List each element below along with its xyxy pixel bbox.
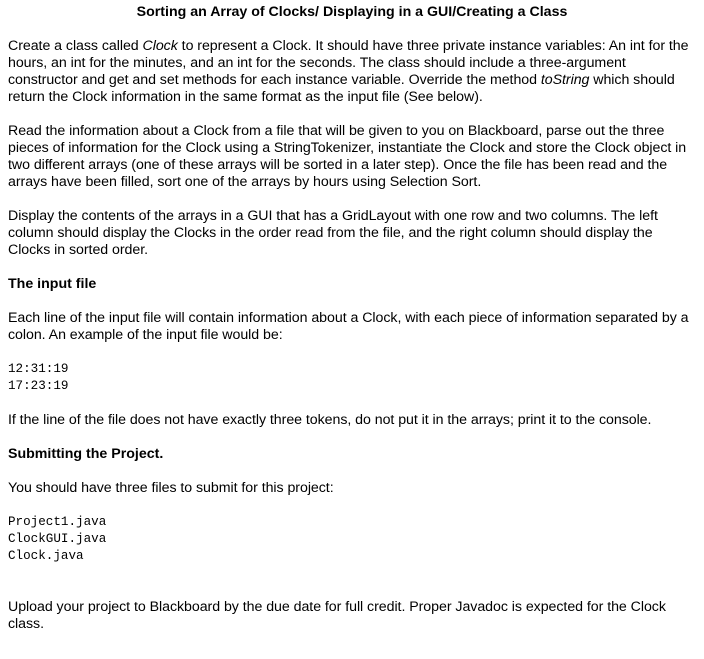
- file-list-block: [8, 514, 696, 565]
- paragraph-read-file: Read the information about a Clock from a file that will be given to you on Blackboard, parse out the three pieces of information for the Clock using a StringTokenizer, instantiate the Clock and store the Clock object in two different arrays (one of these arrays will be sorted in a later step). Once the file has been read and the arrays have been filled, sort one of the arrays by hours using Selection Sort.: [8, 123, 687, 190]
- clock-class-text-start: Create a class called: [8, 38, 143, 54]
- example-input-line: 12:31:19: [8, 362, 69, 376]
- input-file-heading: The input file: [8, 276, 97, 292]
- clock-class-text-middle: to represent a Clock. It should have three private instance variables: An int for the hours, an int for the minutes, and an int for the seconds. The class should include a three-argument constructor and get and set methods for each instance variable. Override the method: [8, 38, 689, 88]
- paragraph-input-format: Each line of the input file will contain information about a Clock, with each piece of information separated by a colon. An example of the input file would be:: [8, 310, 689, 343]
- document-title: Sorting an Array of Clocks/ Displaying in a GUI/Creating a Class: [136, 4, 568, 20]
- tostring-method-name: toString: [540, 72, 590, 88]
- example-input-block: [8, 361, 696, 395]
- clock-class-name: Clock: [142, 38, 178, 54]
- file-name: Project1.java: [8, 515, 107, 529]
- paragraph-invalid-lines: If the line of the file does not have exactly three tokens, do not put it in the arrays; print it to the console.: [8, 412, 652, 428]
- submitting-heading: Submitting the Project.: [8, 446, 164, 462]
- file-name: ClockGUI.java: [8, 532, 107, 546]
- file-name: Clock.java: [8, 549, 84, 563]
- paragraph-clock-class: [8, 38, 696, 106]
- example-input-line: 17:23:19: [8, 379, 69, 393]
- paragraph-display-gui: Display the contents of the arrays in a GUI that has a GridLayout with one row and two columns. The left column should display the Clocks in the order read from the file, and the right column should display the Clocks in sorted order.: [8, 208, 658, 258]
- clock-class-text-end: which should return the Clock information in the same format as the input file (See below).: [8, 72, 675, 105]
- paragraph-files-intro: You should have three files to submit for this project:: [8, 480, 334, 496]
- paragraph-upload: Upload your project to Blackboard by the due date for full credit. Proper Javadoc is expected for the Clock class.: [8, 599, 666, 632]
